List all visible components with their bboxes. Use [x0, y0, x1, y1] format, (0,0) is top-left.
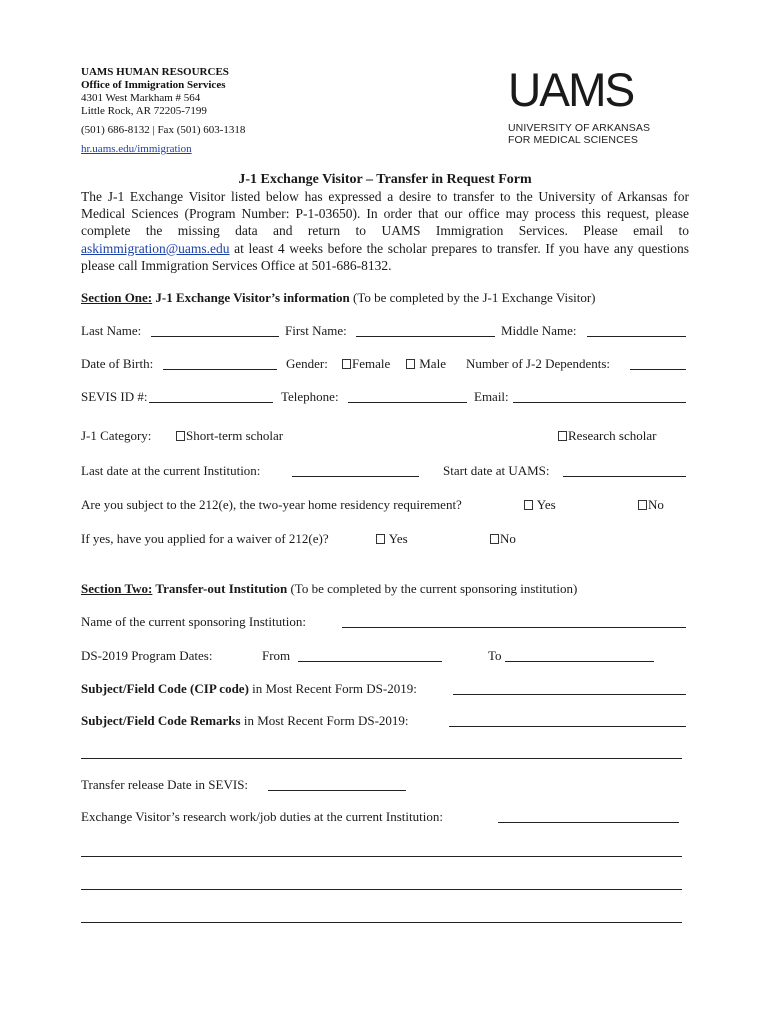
first-name-label: First Name: — [285, 323, 347, 338]
q212e-label: Are you subject to the 212(e), the two-year home residency requirement? — [81, 497, 462, 512]
waiver-yes-option[interactable] — [376, 531, 408, 547]
to-label: To — [488, 648, 502, 663]
sponsor-name-field[interactable] — [342, 627, 686, 628]
section-one-heading — [81, 290, 687, 306]
office-name: Office of Immigration Services — [81, 79, 226, 91]
waiver-label: If yes, have you applied for a waiver of 212(e)? — [81, 531, 329, 546]
remarks-label — [81, 713, 409, 729]
duties-field[interactable] — [498, 822, 679, 823]
cip-code-bold: Subject/Field Code (CIP code) — [81, 681, 249, 696]
logo-mark: UAMS — [508, 63, 634, 116]
female-checkbox[interactable] — [342, 359, 351, 369]
org-name: UAMS HUMAN RESOURCES — [81, 66, 229, 78]
duties-label: Exchange Visitor’s research work/job duties at the current Institution: — [81, 809, 443, 824]
email-link[interactable]: askimmigration@uams.edu — [81, 240, 230, 256]
research-label: Research scholar — [568, 428, 657, 443]
waiver-no-label: No — [500, 531, 516, 546]
cip-code-rest: in Most Recent Form DS-2019: — [248, 681, 417, 696]
section-two-note: (To be completed by the current sponsoring institution) — [287, 581, 578, 596]
q212e-yes-label: Yes — [536, 497, 556, 512]
last-date-field[interactable] — [292, 476, 419, 477]
q212e-no-checkbox[interactable] — [638, 500, 647, 510]
first-name-field[interactable] — [356, 336, 495, 337]
q212e-no-label: No — [648, 497, 664, 512]
remarks-field-continued[interactable] — [81, 758, 682, 759]
ds2019-dates-label: DS-2019 Program Dates: — [81, 648, 213, 663]
to-date-field[interactable] — [505, 661, 654, 662]
section-two-title: Transfer-out Institution — [152, 581, 288, 596]
male-checkbox[interactable] — [406, 359, 415, 369]
middle-name-field[interactable] — [587, 336, 686, 337]
female-label: Female — [352, 356, 391, 371]
section-two-label: Section Two: — [81, 581, 153, 596]
phone-fax: (501) 686-8132 | Fax (501) 603-1318 — [81, 124, 246, 136]
dob-label: Date of Birth: — [81, 356, 154, 371]
waiver-no-option[interactable] — [490, 531, 516, 547]
logo-subtitle-line-2: FOR MEDICAL SCIENCES — [508, 134, 638, 146]
email-field[interactable] — [513, 402, 686, 403]
waiver-no-checkbox[interactable] — [490, 534, 499, 544]
duties-field-line-3[interactable] — [81, 889, 682, 890]
website-link[interactable]: hr.uams.edu/immigration — [81, 143, 192, 155]
telephone-field[interactable] — [348, 402, 467, 403]
remarks-field[interactable] — [449, 726, 686, 727]
start-date-field[interactable] — [563, 476, 686, 477]
category-label: J-1 Category: — [81, 428, 152, 443]
address-line-2: Little Rock, AR 72205-7199 — [81, 105, 207, 117]
section-one-title: J-1 Exchange Visitor’s information — [152, 290, 350, 305]
form-title: J-1 Exchange Visitor – Transfer in Request Form — [238, 172, 532, 187]
remarks-rest: in Most Recent Form DS-2019: — [240, 713, 409, 728]
from-date-field[interactable] — [298, 661, 442, 662]
short-term-option[interactable] — [176, 428, 283, 444]
intro-text-2: at least 4 weeks before the scholar prepares to transfer. If you have any questions please call Immigration Services Office at 501-686-8132. — [81, 240, 689, 273]
dependents-label: Number of J-2 Dependents: — [466, 356, 611, 371]
dob-field[interactable] — [163, 369, 277, 370]
male-label: Male — [419, 356, 446, 371]
section-two-heading — [81, 581, 687, 597]
q212e-yes-checkbox[interactable] — [524, 500, 533, 510]
remarks-bold: Subject/Field Code Remarks — [81, 713, 241, 728]
logo-subtitle — [508, 122, 653, 146]
email-label: Email: — [474, 389, 509, 404]
sevis-label: SEVIS ID #: — [81, 389, 148, 404]
address-line-1: 4301 West Markham # 564 — [81, 92, 201, 104]
office-address-block — [81, 66, 245, 156]
q212e-no-option[interactable] — [638, 497, 664, 513]
gender-male-option[interactable] — [406, 356, 446, 372]
duties-field-line-4[interactable] — [81, 922, 682, 923]
section-one-note: (To be completed by the J-1 Exchange Visitor) — [349, 290, 596, 305]
logo-subtitle-line-1: UNIVERSITY OF ARKANSAS — [508, 122, 651, 134]
last-name-field[interactable] — [151, 336, 279, 337]
release-date-field[interactable] — [268, 790, 406, 791]
waiver-yes-label: Yes — [388, 531, 408, 546]
intro-text-1: The J-1 Exchange Visitor listed below has expressed a desire to transfer to the University of Arkansas for Medical Sciences (Program Number: P-1-03650). In order that our office may process this request, please complete the missing data and return to UAMS Immigration Services. Please email to — [81, 189, 689, 239]
waiver-yes-checkbox[interactable] — [376, 534, 385, 544]
cip-code-label — [81, 681, 417, 697]
uams-logo — [508, 63, 653, 146]
start-date-label: Start date at UAMS: — [443, 463, 550, 478]
q212e-yes-option[interactable] — [524, 497, 556, 513]
research-checkbox[interactable] — [558, 431, 567, 441]
telephone-label: Telephone: — [281, 389, 339, 404]
section-one-label: Section One: — [81, 290, 153, 305]
short-term-label: Short-term scholar — [186, 428, 284, 443]
sponsor-name-label: Name of the current sponsoring Institution: — [81, 614, 306, 629]
gender-female-option[interactable] — [342, 356, 390, 372]
dependents-field[interactable] — [630, 369, 686, 370]
sevis-field[interactable] — [149, 402, 273, 403]
from-label: From — [262, 648, 291, 663]
research-option[interactable] — [558, 428, 656, 444]
duties-field-line-2[interactable] — [81, 856, 682, 857]
last-date-label: Last date at the current Institution: — [81, 463, 261, 478]
cip-code-field[interactable] — [453, 694, 686, 695]
intro-paragraph — [81, 188, 689, 274]
short-term-checkbox[interactable] — [176, 431, 185, 441]
middle-name-label: Middle Name: — [501, 323, 577, 338]
last-name-label: Last Name: — [81, 323, 142, 338]
release-date-label: Transfer release Date in SEVIS: — [81, 777, 249, 792]
gender-label: Gender: — [286, 356, 328, 371]
